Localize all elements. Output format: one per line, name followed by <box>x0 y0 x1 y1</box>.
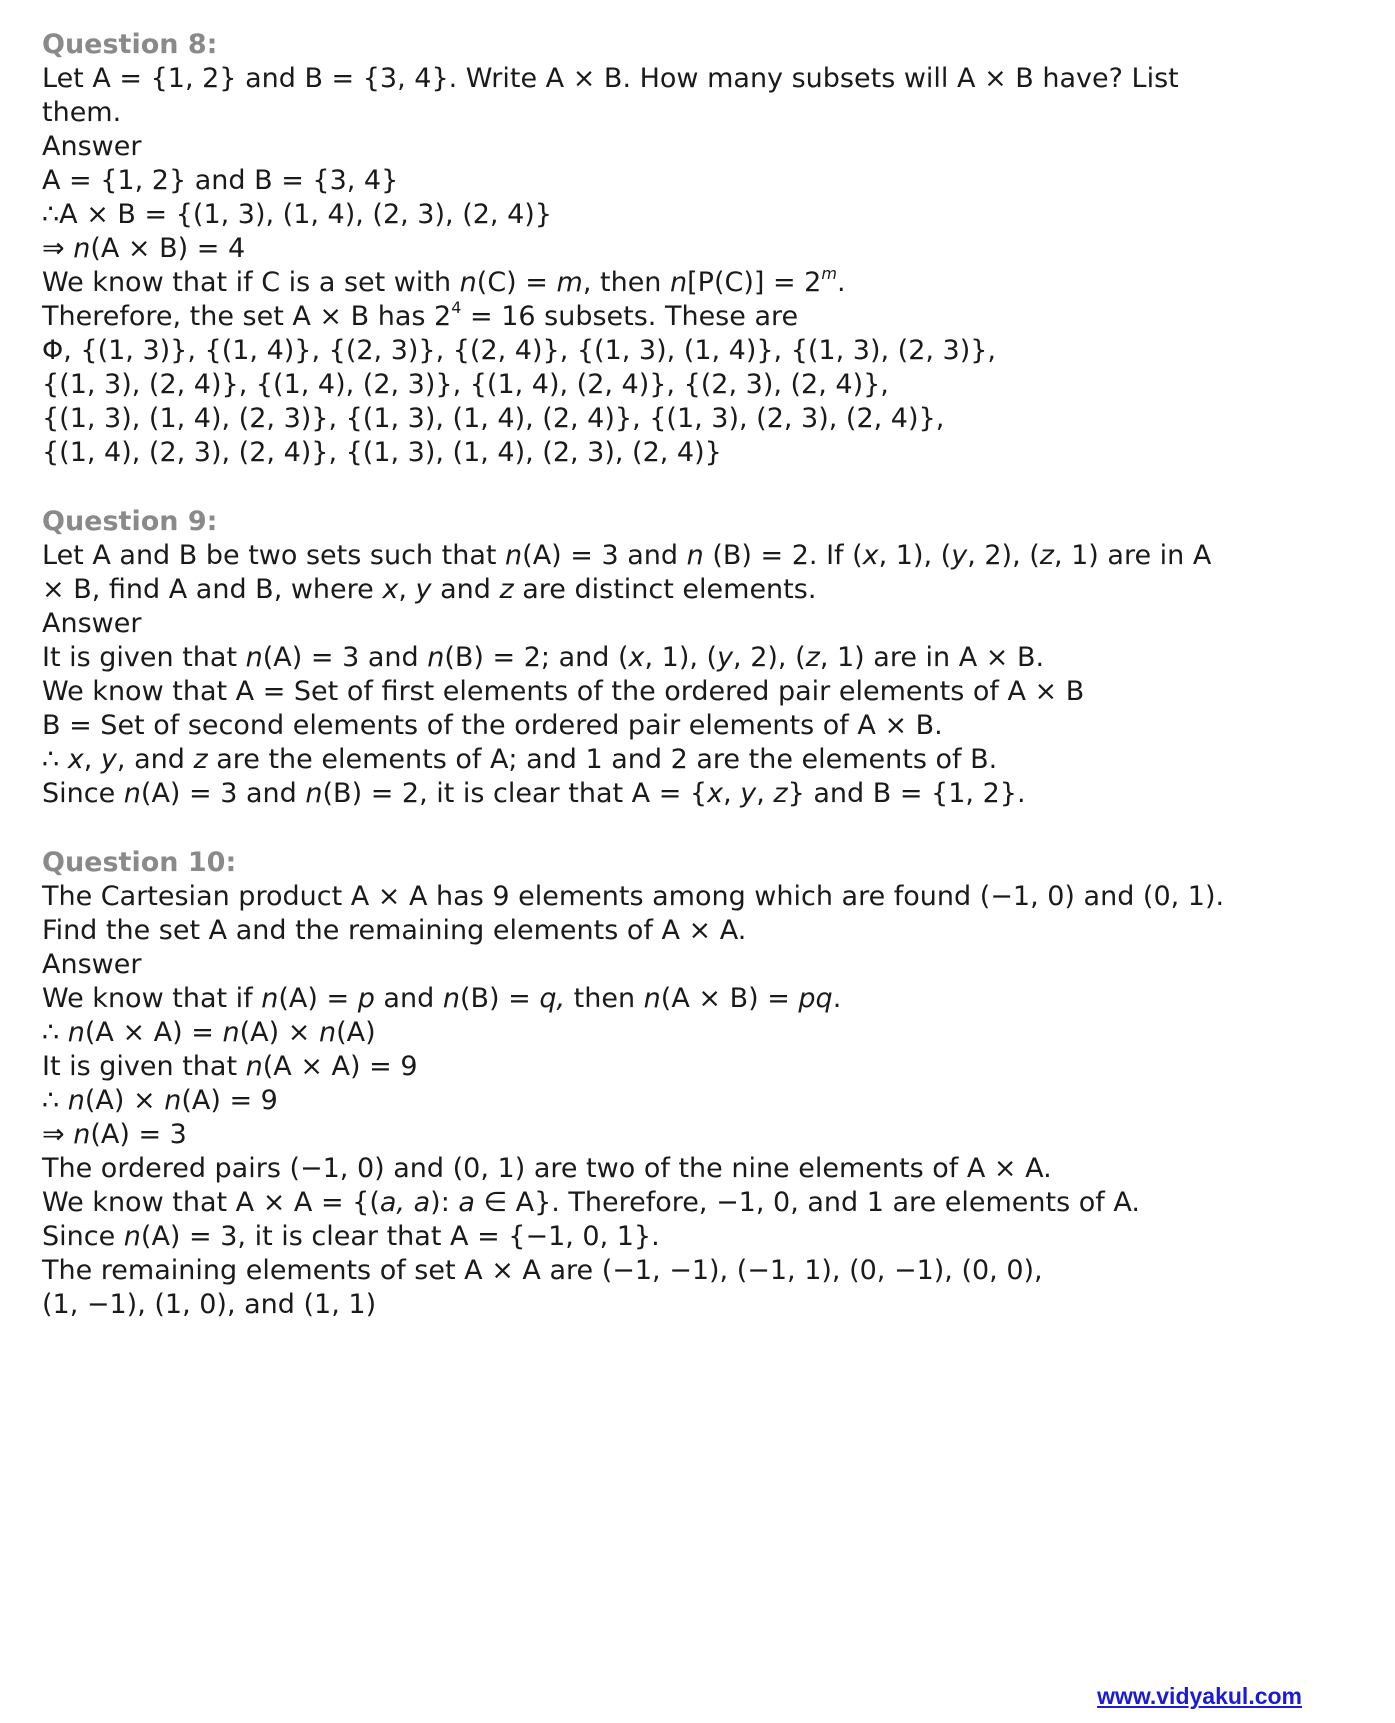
question-block <box>42 28 1362 470</box>
text-segment: (A) × <box>239 1017 319 1048</box>
text-segment: x <box>862 540 879 571</box>
text-segment: ): <box>430 1187 459 1218</box>
document-page <box>42 28 1362 1357</box>
text-segment: } and B = {1, 2}. <box>787 778 1026 809</box>
text-line <box>42 1152 1362 1186</box>
text-segment: (A) = 3 <box>90 1119 187 1150</box>
text-segment: n <box>123 778 141 809</box>
text-line <box>42 96 1362 130</box>
text-line <box>42 300 1362 334</box>
text-segment: y <box>740 778 757 809</box>
superscript: 4 <box>451 298 462 317</box>
questions-container <box>42 28 1362 1322</box>
text-segment: (A) = <box>278 983 358 1014</box>
text-line <box>42 573 1362 607</box>
text-segment: x <box>67 744 84 775</box>
text-segment: (A × B) = <box>660 983 799 1014</box>
text-segment: (1, −1), (1, 0), and (1, 1) <box>42 1289 377 1320</box>
text-segment: (B) = 2; and ( <box>444 642 629 673</box>
text-segment: ∴A × B = {(1, 3), (1, 4), (2, 3), (2, 4)} <box>42 199 552 230</box>
text-segment: n <box>318 1017 337 1048</box>
text-line <box>42 675 1362 709</box>
text-segment: z <box>805 642 820 673</box>
text-segment: Let A and B be two sets such that <box>42 540 506 571</box>
text-segment: We know that if C is a set with <box>42 267 460 298</box>
text-segment: n <box>164 1085 182 1116</box>
text-line <box>42 1220 1362 1254</box>
text-segment: ∈ A}. Therefore, −1, 0, and 1 are elements of A. <box>474 1187 1140 1218</box>
footer-website-link[interactable]: www.vidyakul.com <box>1097 1683 1302 1709</box>
text-line <box>42 130 1362 164</box>
text-segment: (A) × <box>84 1085 165 1116</box>
text-segment: n <box>305 778 323 809</box>
text-segment: The Cartesian product A × A has 9 elements among which are found (−1, 0) and (0, 1). <box>42 881 1225 912</box>
text-line <box>42 232 1362 266</box>
text-segment: y <box>717 642 734 673</box>
text-segment: n <box>686 540 704 571</box>
text-segment: , 2), ( <box>967 540 1040 571</box>
text-segment: n <box>67 1017 85 1048</box>
text-line <box>42 1084 1362 1118</box>
text-segment: n <box>73 1119 91 1150</box>
text-segment: a <box>458 1187 475 1218</box>
question-block <box>42 505 1362 811</box>
text-segment: We know that A = Set of first elements of the ordered pair elements of A × B <box>42 676 1085 707</box>
text-segment: m <box>556 267 583 298</box>
text-segment: {(1, 4), (2, 3), (2, 4)}, {(1, 3), (1, 4), (2, 3), (2, 4)} <box>42 437 722 468</box>
text-segment: q, <box>539 983 566 1014</box>
text-line <box>42 948 1362 982</box>
text-segment: , <box>83 744 101 775</box>
text-segment: , 2), ( <box>733 642 806 673</box>
text-segment: , <box>756 778 774 809</box>
text-line <box>42 641 1362 675</box>
text-segment: (A) = 3 and <box>522 540 687 571</box>
text-segment: (B) = <box>459 983 540 1014</box>
text-segment: n <box>73 233 91 264</box>
text-line <box>42 198 1362 232</box>
text-line <box>42 368 1362 402</box>
text-segment: Therefore, the set A × B has 2 <box>42 301 452 332</box>
text-segment: (B) = 2, it is clear that A = { <box>322 778 708 809</box>
text-segment: , 1), ( <box>878 540 952 571</box>
text-segment: z <box>193 744 208 775</box>
text-segment: (A) = 3 and <box>140 778 306 809</box>
text-segment: Find the set A and the remaining elements of A × A. <box>42 915 747 946</box>
text-segment: . <box>836 267 846 298</box>
text-line <box>42 914 1362 948</box>
text-segment: are the elements of A; and 1 and 2 are the elements of B. <box>207 744 998 775</box>
text-segment: are distinct elements. <box>513 574 817 605</box>
text-line <box>42 1288 1362 1322</box>
text-segment: , 1), ( <box>644 642 718 673</box>
text-segment: z <box>499 574 514 605</box>
text-segment: ∴ <box>42 744 68 775</box>
text-line <box>42 1186 1362 1220</box>
text-segment: (C) = <box>476 267 557 298</box>
text-line <box>42 982 1362 1016</box>
text-segment: , <box>398 574 416 605</box>
text-segment: and <box>374 983 443 1014</box>
text-segment: (A) = 9 <box>181 1085 278 1116</box>
text-segment: x <box>707 778 724 809</box>
text-segment: We know that A × A = {( <box>42 1187 380 1218</box>
text-segment: Answer <box>42 608 142 639</box>
text-segment: , then <box>582 267 670 298</box>
text-segment: p <box>357 983 375 1014</box>
text-segment: a, a <box>379 1187 431 1218</box>
text-line <box>42 1016 1362 1050</box>
text-segment: = 16 subsets. These are <box>461 301 799 332</box>
text-segment: then <box>565 983 644 1014</box>
text-segment: (A × B) = 4 <box>90 233 246 264</box>
question-heading: Question 10: <box>42 847 237 878</box>
text-segment: × B, find A and B, where <box>42 574 383 605</box>
text-line <box>42 402 1362 436</box>
text-line <box>42 743 1362 777</box>
text-line <box>42 1118 1362 1152</box>
text-segment: n <box>245 1051 263 1082</box>
text-segment: x <box>628 642 645 673</box>
text-line <box>42 709 1362 743</box>
text-line <box>42 1254 1362 1288</box>
text-segment: Answer <box>42 949 142 980</box>
text-segment: ∴ <box>42 1085 68 1116</box>
text-segment: [P(C)] = 2 <box>687 267 822 298</box>
text-segment: , <box>723 778 741 809</box>
text-segment: them. <box>42 97 122 128</box>
text-segment: z <box>1039 540 1054 571</box>
text-segment: , 1) are in A <box>1053 540 1212 571</box>
text-segment: It is given that <box>42 642 246 673</box>
text-segment: n <box>505 540 523 571</box>
text-line <box>42 777 1362 811</box>
text-segment: n <box>245 642 263 673</box>
text-segment: , and <box>116 744 194 775</box>
text-segment: n <box>442 983 460 1014</box>
text-segment: (A) = 3 and <box>262 642 428 673</box>
text-segment: A = {1, 2} and B = {3, 4} <box>42 165 399 196</box>
text-segment: n <box>459 267 477 298</box>
text-segment: Since <box>42 1221 124 1252</box>
text-line <box>42 334 1362 368</box>
text-segment: n <box>643 983 661 1014</box>
text-segment: n <box>67 1085 85 1116</box>
text-segment: n <box>222 1017 240 1048</box>
text-segment: and <box>431 574 500 605</box>
text-segment: , 1) are in A × B. <box>819 642 1045 673</box>
text-segment: ⇒ <box>42 233 74 264</box>
text-segment: ⇒ <box>42 1119 74 1150</box>
text-segment: n <box>427 642 445 673</box>
text-segment: It is given that <box>42 1051 246 1082</box>
text-segment: Φ, {(1, 3)}, {(1, 4)}, {(2, 3)}, {(2, 4)}, {(1, 3), (1, 4)}, {(1, 3), (2, 3)}, <box>42 335 997 366</box>
text-line <box>42 266 1362 300</box>
text-line <box>42 1050 1362 1084</box>
text-segment: y <box>951 540 968 571</box>
question-block <box>42 846 1362 1322</box>
text-segment: pq <box>798 983 833 1014</box>
text-segment: z <box>773 778 788 809</box>
text-segment: {(1, 3), (1, 4), (2, 3)}, {(1, 3), (1, 4), (2, 4)}, {(1, 3), (2, 3), (2, 4)}, <box>42 403 945 434</box>
text-line <box>42 62 1362 96</box>
text-segment: (B) = 2. If ( <box>703 540 863 571</box>
text-segment: Since <box>42 778 124 809</box>
text-line <box>42 436 1362 470</box>
text-segment: . <box>832 983 842 1014</box>
text-segment: ∴ <box>42 1017 68 1048</box>
text-segment: (A × A) = <box>84 1017 223 1048</box>
text-segment: The ordered pairs (−1, 0) and (0, 1) are two of the nine elements of A × A. <box>42 1153 1052 1184</box>
text-line <box>42 164 1362 198</box>
text-line <box>42 880 1362 914</box>
text-segment: (A) <box>336 1017 376 1048</box>
text-segment: x <box>382 574 399 605</box>
text-segment: We know that if <box>42 983 262 1014</box>
text-segment: n <box>261 983 279 1014</box>
text-segment: y <box>100 744 117 775</box>
text-segment: Let A = {1, 2} and B = {3, 4}. Write A × B. How many subsets will A × B have? List <box>42 63 1179 94</box>
text-segment: (A) = 3, it is clear that A = {−1, 0, 1}. <box>140 1221 660 1252</box>
text-segment: Answer <box>42 131 142 162</box>
question-heading: Question 9: <box>42 506 218 537</box>
text-line <box>42 539 1362 573</box>
text-line <box>42 607 1362 641</box>
text-segment: {(1, 3), (2, 4)}, {(1, 4), (2, 3)}, {(1, 4), (2, 4)}, {(2, 3), (2, 4)}, <box>42 369 889 400</box>
text-segment: (A × A) = 9 <box>262 1051 418 1082</box>
question-heading: Question 8: <box>42 29 218 60</box>
text-segment: B = Set of second elements of the ordered pair elements of A × B. <box>42 710 943 741</box>
text-segment: The remaining elements of set A × A are (−1, −1), (−1, 1), (0, −1), (0, 0), <box>42 1255 1043 1286</box>
superscript: m <box>821 264 837 283</box>
text-segment: n <box>670 267 688 298</box>
text-segment: n <box>123 1221 141 1252</box>
text-segment: y <box>415 574 432 605</box>
